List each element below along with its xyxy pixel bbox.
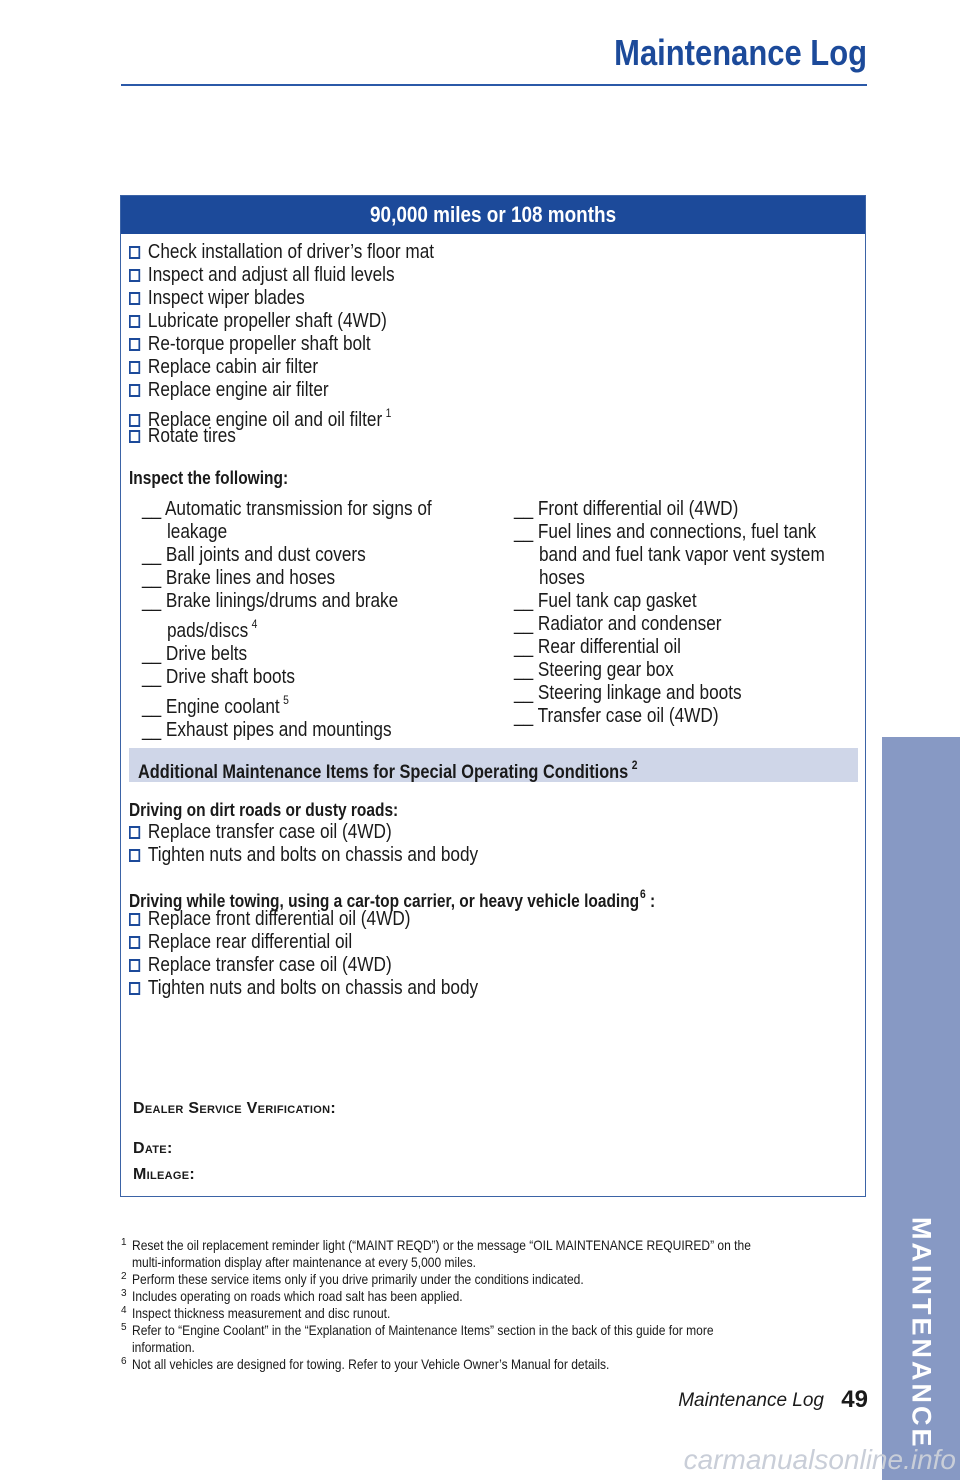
checklist-item-text: Lubricate propeller shaft (4WD) [147,310,387,332]
inspect-item-continuation [142,613,432,643]
checklist-item[interactable] [129,931,478,954]
dirt-roads-checklist [129,821,535,867]
inspect-item-text: __ Transfer case oil (4WD) [514,705,719,727]
checklist-item[interactable] [129,241,434,264]
date-label: Date: [133,1140,173,1157]
checklist-item[interactable] [129,821,478,844]
footnote-line: information. [132,1339,195,1355]
dealer-verification-label: Dealer Service Verification: [133,1100,337,1117]
footnote-number: 4 [121,1305,127,1316]
checklist-item-text: Replace rear differential oil [147,931,353,953]
footnote-number: 1 [121,1237,127,1248]
service-checklist [129,241,484,448]
inspect-item-continuation: hoses [538,567,585,589]
checkbox-icon[interactable] [129,269,140,282]
inspect-item [514,636,825,659]
checkbox-icon[interactable] [129,315,140,328]
inspect-item [514,613,825,636]
checklist-item[interactable] [129,310,434,333]
checkbox-icon[interactable] [129,849,140,862]
footnote-body [132,1356,609,1373]
inspect-item [142,590,432,643]
checklist-item-text: Replace front differential oil (4WD) [147,908,411,930]
inspect-label: Inspect the following: [129,468,289,488]
checklist-item-text: Check installation of driver’s floor mat [147,241,435,263]
checklist-item-text: Replace engine air filter [147,379,329,401]
checklist-item[interactable] [129,264,434,287]
inspect-item-text: __ Exhaust pipes and mountings [142,719,392,741]
footnote-ref: 6 [639,887,646,901]
inspect-item [142,498,432,544]
checkbox-icon[interactable] [129,361,140,374]
checkbox-icon[interactable] [129,384,140,397]
inspect-item-text: __ Fuel tank cap gasket [514,590,697,612]
inspect-item [142,719,432,742]
checklist-item-text: Tighten nuts and bolts on chassis and body [147,844,479,866]
additional-maintenance-band [129,748,858,782]
page-number: 49 [841,1386,868,1413]
checkbox-icon[interactable] [129,826,140,839]
maintenance-interval-box [120,195,866,1197]
checklist-item[interactable] [129,977,478,1000]
checklist-item-text: Replace cabin air filter [147,356,319,378]
page-title: Maintenance Log [614,32,867,73]
checklist-item[interactable] [129,425,434,448]
additional-heading [138,748,637,790]
checklist-item-text: Replace engine oil and oil filter [147,409,383,431]
checkbox-icon[interactable] [129,959,140,972]
inspect-item-text: __ Drive shaft boots [142,666,295,688]
footnote-number: 3 [121,1288,127,1299]
footnote-number: 5 [121,1322,127,1333]
inspect-item-text: __ Brake lines and hoses [142,567,336,589]
towing-checklist [129,908,535,1000]
checkbox-icon[interactable] [129,338,140,351]
inspect-item-continuation: leakage [166,521,228,543]
watermark: carmanualsonline.info [683,1444,956,1475]
checkbox-icon[interactable] [129,430,140,443]
footer-section-label: Maintenance Log [678,1390,824,1411]
checkbox-icon[interactable] [129,913,140,926]
inspect-item-text: __ Brake linings/drums and brake [142,590,399,612]
checklist-item[interactable] [129,356,434,379]
footnote-number: 2 [121,1271,127,1282]
footnote [121,1271,861,1288]
footnote-line: Inspect thickness measurement and disc runout. [132,1305,391,1321]
inspect-item [514,590,825,613]
inspect-item [514,498,825,521]
dirt-roads-label: Driving on dirt roads or dusty roads: [129,800,399,820]
side-tab-label: MAINTENANCE [906,1217,937,1450]
inspect-item-text: __ Engine coolant [142,696,280,718]
towing-label-suffix: : [645,891,656,911]
inspect-item [142,643,432,666]
footnote [121,1288,861,1305]
interval-header [121,196,865,234]
footnote-ref: 4 [251,617,258,631]
checklist-item-text: Replace transfer case oil (4WD) [147,954,392,976]
checklist-item-text: Rotate tires [147,425,236,447]
inspect-item-text: __ Front differential oil (4WD) [514,498,739,520]
inspect-item-text: __ Steering linkage and boots [514,682,742,704]
additional-heading-text: Additional Maintenance Items for Special Operating Conditions [138,762,629,783]
footnote-ref: 1 [385,406,392,420]
footnote-ref: 2 [631,758,638,772]
mileage-label: Mileage: [133,1166,196,1183]
footnotes [121,1237,861,1373]
inspect-item [142,544,432,567]
checklist-item[interactable] [129,844,478,867]
inspect-item [514,521,825,590]
inspect-item [514,682,825,705]
inspect-item-text: __ Rear differential oil [514,636,682,658]
inspect-item [142,689,432,719]
checklist-item[interactable] [129,379,434,402]
footnote-body [132,1288,463,1305]
inspect-item [142,666,432,689]
title-divider [121,84,867,86]
footnote-line: Perform these service items only if you drive primarily under the conditions indicated. [132,1271,584,1287]
inspect-item-continuation-text: pads/discs [166,620,249,642]
checkbox-icon[interactable] [129,936,140,949]
footnote-line: Reset the oil replacement reminder light (“MAINT REQD”) or the message “OIL MAINTENANCE REQUIRED” on the [132,1237,751,1253]
inspect-item-text: __ Steering gear box [514,659,674,681]
footnote-body [132,1237,751,1271]
interval-header-text: 90,000 miles or 108 months [369,202,617,227]
checklist-item-text: Replace transfer case oil (4WD) [147,821,392,843]
footnote-line: multi-information display after maintenance at every 5,000 miles. [132,1254,476,1270]
inspect-item-text: __ Drive belts [142,643,248,665]
checklist-item[interactable] [129,908,478,931]
footnote-body [132,1322,714,1356]
checklist-item-text: Tighten nuts and bolts on chassis and body [147,977,479,999]
inspect-item-text: __ Radiator and condenser [514,613,722,635]
inspect-item-text: __ Automatic transmission for signs of [142,498,432,520]
checkbox-icon[interactable] [129,246,140,259]
inspect-item-continuation: band and fuel tank vapor vent system [538,544,825,566]
inspect-list-right [514,498,875,728]
footnote-line: Refer to “Engine Coolant” in the “Explanation of Maintenance Items” section in the back of this guide for more [132,1322,714,1338]
inspect-item-text: __ Ball joints and dust covers [142,544,366,566]
checklist-item[interactable] [129,333,434,356]
checklist-item[interactable] [129,402,434,431]
footnote [121,1305,861,1322]
footnote-line: Includes operating on roads which road salt has been applied. [132,1288,463,1304]
checklist-item-text: Inspect and adjust all fluid levels [147,264,395,286]
checklist-item-text: Inspect wiper blades [147,287,305,309]
footnote-body [132,1271,584,1288]
inspect-item [514,659,825,682]
footnote [121,1237,861,1271]
towing-label-text: Driving while towing, using a car-top carrier, or heavy vehicle loading [129,891,640,911]
checklist-item-text: Re-torque propeller shaft bolt [147,333,371,355]
checkbox-icon[interactable] [129,982,140,995]
inspect-item [142,567,432,590]
footnote-ref: 5 [283,693,289,707]
footnote-line: Not all vehicles are designed for towing. Refer to your Vehicle Owner’s Manual for details. [132,1356,610,1372]
checkbox-icon[interactable] [129,292,140,305]
checklist-item[interactable] [129,954,478,977]
inspect-item-text: __ Fuel lines and connections, fuel tank [514,521,817,543]
footnote [121,1322,861,1356]
section-side-tab[interactable] [882,737,960,1480]
checklist-item[interactable] [129,287,434,310]
footnote-number: 6 [121,1356,127,1367]
footnote-body [132,1305,390,1322]
footnote [121,1356,861,1373]
inspect-item [514,705,825,728]
inspect-list-left [142,498,479,742]
inspect-item-line [142,689,432,719]
